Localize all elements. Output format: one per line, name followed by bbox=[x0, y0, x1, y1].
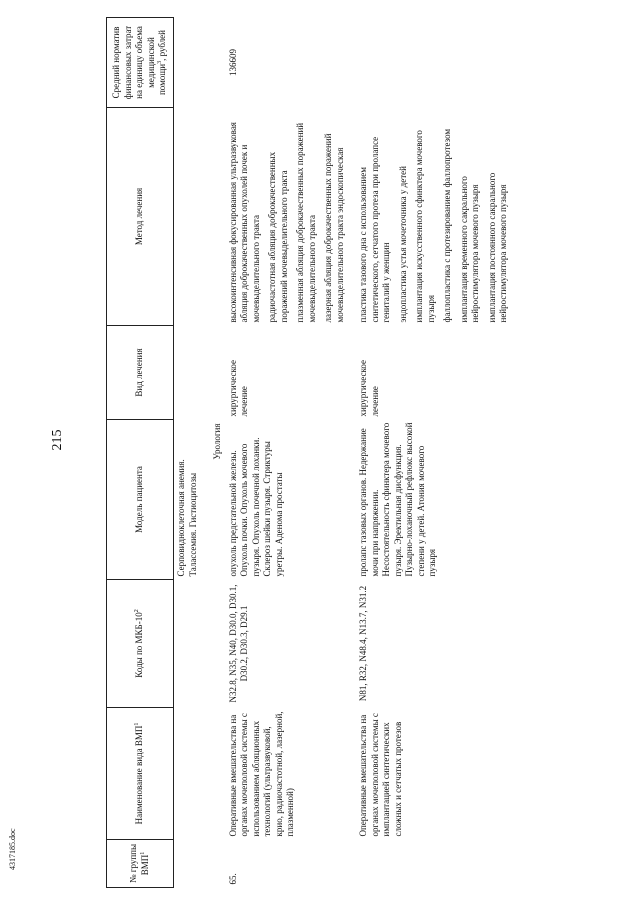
group-number: 65. bbox=[227, 873, 238, 885]
treatment-type: хирургическое лечение bbox=[227, 360, 250, 417]
treatment-methods bbox=[348, 108, 512, 326]
vmp-name: Оперативные вмешательства на органах мочеполовой системы с имплантацией синтетических сложных и сетчатых протезов bbox=[358, 713, 403, 837]
header-cost: Средний норматив финансовых затрат на единицу объема медицинской помощи$^3$, рублей bbox=[107, 18, 174, 108]
method-item: пластика тазового дна с использованием синтетического, сетчатого протеза при пролапсе гениталий у женщин bbox=[358, 136, 392, 323]
document-filename: 4317185.doc bbox=[8, 828, 17, 870]
header-row bbox=[107, 18, 174, 888]
method-item: лазерная абляция доброкачественных поражений мочевыделительного тракта эндоскопическая bbox=[323, 133, 345, 323]
continuation-model: Серповидноклеточная анемия. Талассемия. Гистиоцитозы bbox=[176, 459, 198, 577]
page-number: 215 bbox=[50, 429, 65, 451]
cost-value bbox=[348, 18, 512, 108]
patient-model: пролапс тазовых органов. Недержание мочи при напряжении. Несостоятельность сфинктера мочевого пузыря. Эректильная дисфункция. Пузырно-лоханочный рефлюкс высокой степени у детей. Атония мочевого пузыря bbox=[358, 422, 438, 577]
method-item: фаллопластика с протезированием фаллопротезом bbox=[442, 128, 453, 323]
method-item: высокоинтенсивная фокусированная ультразвуковая абляция доброкачественных опухолей почек и мочевыделительного тракта bbox=[227, 122, 261, 323]
group-number bbox=[348, 840, 512, 888]
vmp-name: Оперативные вмешательства на органах мочеполовой системы с использованием абляционных технологий (ультразвуковой, крио, радиочастотной, лазерной, плазменной) bbox=[227, 711, 296, 837]
treatment-type: хирургическое лечение bbox=[358, 360, 380, 417]
header-model: Модель пациента bbox=[107, 420, 174, 580]
rotated-table-container bbox=[106, 18, 628, 888]
header-method: Метод лечения bbox=[107, 108, 174, 326]
patient-model: опухоль предстательной железы. Опухоль почки. Опухоль мочевого пузыря. Опухоль почечной лоханки. Склероз шейки пузыря. Стриктуры уретры. Аденома простаты bbox=[227, 437, 284, 577]
header-group-no: № группы ВМП$^1$ bbox=[107, 840, 174, 888]
header-treatment-type: Вид лечения bbox=[107, 326, 174, 420]
section-title: Урология bbox=[212, 423, 222, 460]
header-name: Наименование вида ВМП$^1$ bbox=[107, 708, 174, 840]
icd-codes: N32.8, N35, N40, D30.0, D30.1, D30.2, D30.3, D29.1 bbox=[227, 584, 250, 703]
method-item: имплантация постоянного сакрального нейростимулятора мочевого пузыря bbox=[486, 172, 509, 323]
table-row bbox=[226, 18, 349, 888]
icd-codes: N81, R32, N48.4, N13.7, N31.2 bbox=[358, 585, 369, 702]
method-item: радиочастотная абляция доброкачественных поражений мочевыделительного тракта bbox=[267, 151, 289, 323]
vmp-table bbox=[106, 17, 512, 888]
continuation-row bbox=[174, 18, 211, 888]
treatment-methods bbox=[226, 108, 349, 326]
method-item: эндопластика устья мочеточника у детей bbox=[397, 166, 408, 323]
header-codes: Коды по МКБ-$10^2$ bbox=[107, 580, 174, 708]
method-item: имплантация искусственного сфинктера мочевого пузыря bbox=[414, 130, 436, 323]
section-row bbox=[210, 18, 226, 888]
table-row bbox=[348, 18, 512, 888]
method-item: имплантация временного сакрального нейростимулятора мочевого пузыря bbox=[458, 176, 481, 323]
cost-value: 136609 bbox=[227, 49, 238, 76]
method-item: плазменная абляция доброкачественных поражений мочевыделительного тракта bbox=[295, 122, 317, 323]
